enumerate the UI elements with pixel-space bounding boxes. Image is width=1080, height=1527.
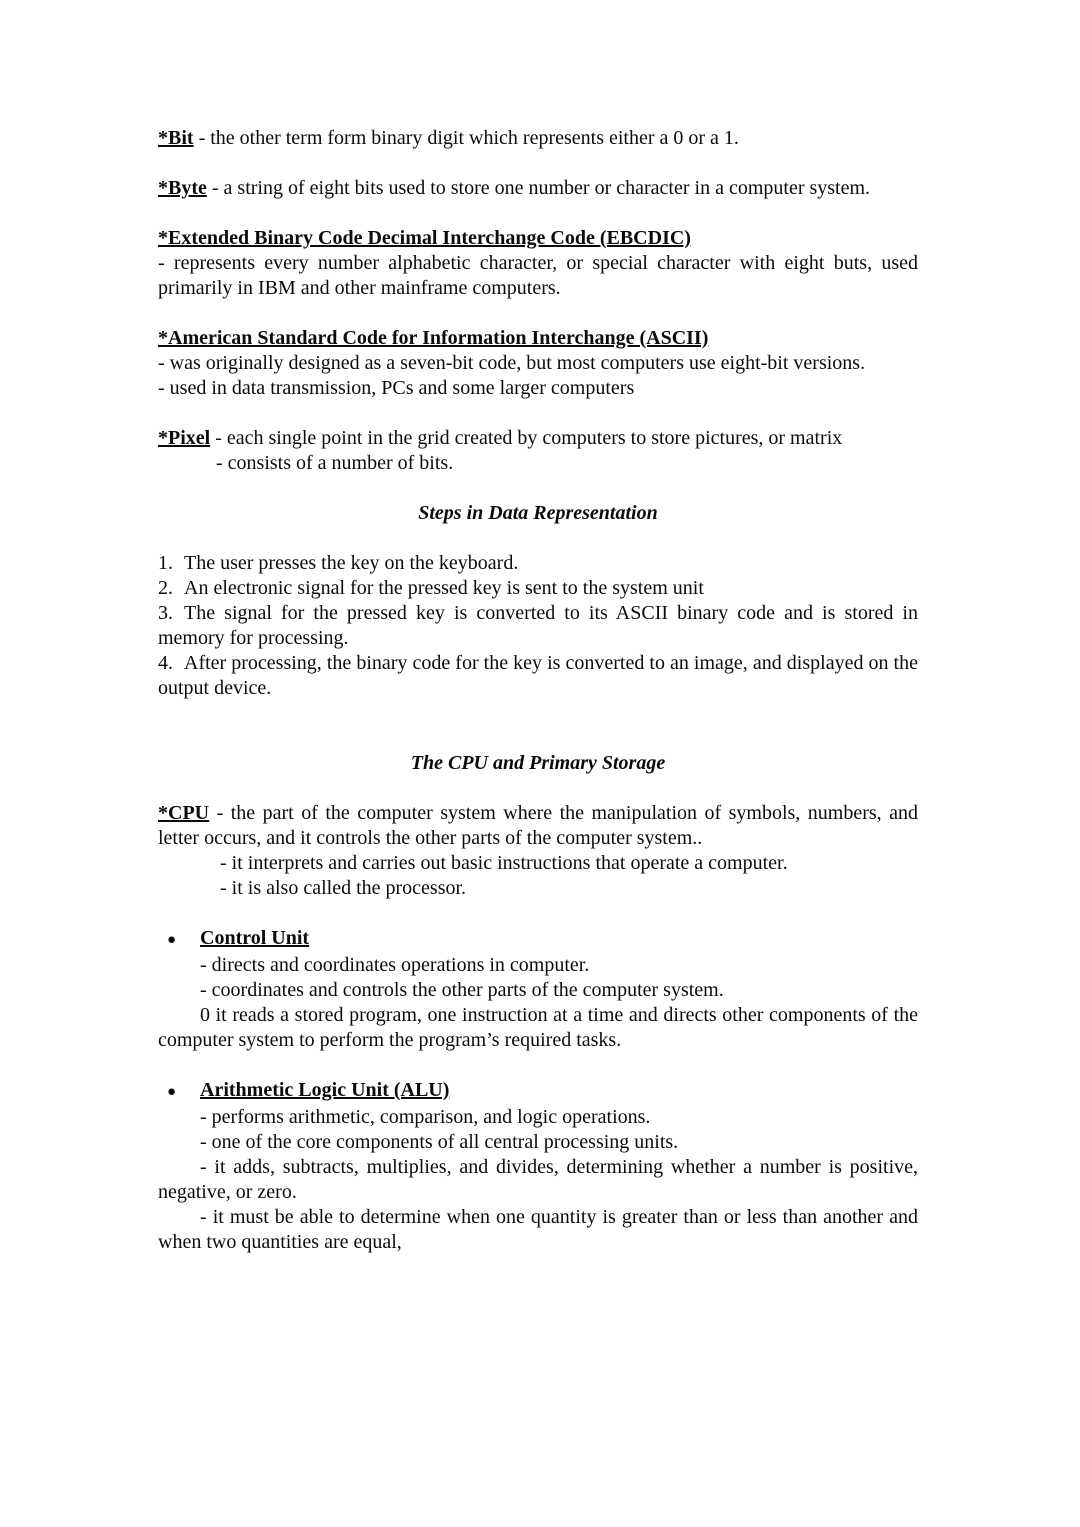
cpu-subline: - it is also called the processor.: [220, 877, 467, 899]
bullet-icon: ●: [167, 1084, 177, 1100]
step-number: 2.: [158, 577, 173, 599]
control-unit-line: 0 it reads a stored program, one instruction at a time and directs other components of the computer system to perform the program’s required tasks.: [158, 1004, 918, 1051]
section-heading-cpu: The CPU and Primary Storage: [410, 752, 666, 774]
bullet-icon: ●: [167, 932, 177, 948]
step-number: 4.: [158, 652, 173, 674]
step-number: 3.: [158, 602, 173, 624]
definition-byte: [158, 176, 918, 201]
cpu-subline: - it interprets and carries out basic instructions that operate a computer.: [220, 852, 788, 874]
term-cpu: *CPU: [158, 802, 210, 824]
alu-line: - performs arithmetic, comparison, and logic operations.: [200, 1106, 651, 1128]
bullet-alu: [158, 1078, 918, 1105]
term-byte: *Byte: [158, 177, 207, 199]
alu-line: - one of the core components of all central processing units.: [200, 1131, 679, 1153]
definition-pixel: [158, 426, 918, 451]
term-pixel: *Pixel: [158, 427, 211, 449]
control-unit-line: - coordinates and controls the other parts of the computer system.: [200, 979, 724, 1001]
ebcdic-body: - represents every number alphabetic character, or special character with eight buts, used primarily in IBM and other mainframe computers.: [158, 252, 918, 299]
definition-bit: [158, 126, 918, 151]
term-bit: *Bit: [158, 127, 194, 149]
definition-pixel-text: - each single point in the grid created by computers to store pictures, or matrix: [215, 427, 843, 449]
definition-bit-text: - the other term form binary digit which represents either a 0 or a 1.: [198, 127, 739, 149]
alu-line: - it must be able to determine when one quantity is greater than or less than another and when two quantities are equal,: [158, 1206, 918, 1253]
step-item-2: [158, 576, 918, 601]
pixel-subline: - consists of a number of bits.: [216, 452, 454, 474]
bullet-title: Control Unit: [200, 927, 310, 949]
step-item-3: [158, 601, 918, 651]
step-item-4: [158, 651, 918, 701]
bullet-title: Arithmetic Logic Unit (ALU): [200, 1079, 450, 1101]
step-number: 1.: [158, 552, 173, 574]
step-text: An electronic signal for the pressed key is sent to the system unit: [184, 577, 704, 599]
step-text: The user presses the key on the keyboard.: [184, 552, 519, 574]
ascii-body2: - used in data transmission, PCs and some larger computers: [158, 377, 635, 399]
step-item-1: [158, 551, 918, 576]
bullet-control-unit: [158, 926, 918, 953]
definition-cpu-text: - the part of the computer system where the manipulation of symbols, numbers, and letter occurs, and it controls the other parts of the computer system..: [158, 802, 919, 849]
heading-ebcdic: *Extended Binary Code Decimal Interchange Code (EBCDIC): [158, 227, 691, 249]
step-text: After processing, the binary code for the key is converted to an image, and displayed on the output device.: [158, 652, 918, 699]
section-heading-steps: Steps in Data Representation: [418, 502, 658, 524]
definition-byte-text: - a string of eight bits used to store one number or character in a computer system.: [211, 177, 871, 199]
control-unit-line: - directs and coordinates operations in computer.: [200, 954, 590, 976]
heading-ascii: *American Standard Code for Information Interchange (ASCII): [158, 327, 709, 349]
ascii-body: - was originally designed as a seven-bit code, but most computers use eight-bit versions.: [158, 352, 866, 374]
definition-cpu: [158, 801, 918, 851]
alu-line: - it adds, subtracts, multiplies, and divides, determining whether a number is positive, negative, or zero.: [158, 1156, 918, 1203]
step-text: The signal for the pressed key is converted to its ASCII binary code and is stored in memory for processing.: [158, 602, 918, 649]
